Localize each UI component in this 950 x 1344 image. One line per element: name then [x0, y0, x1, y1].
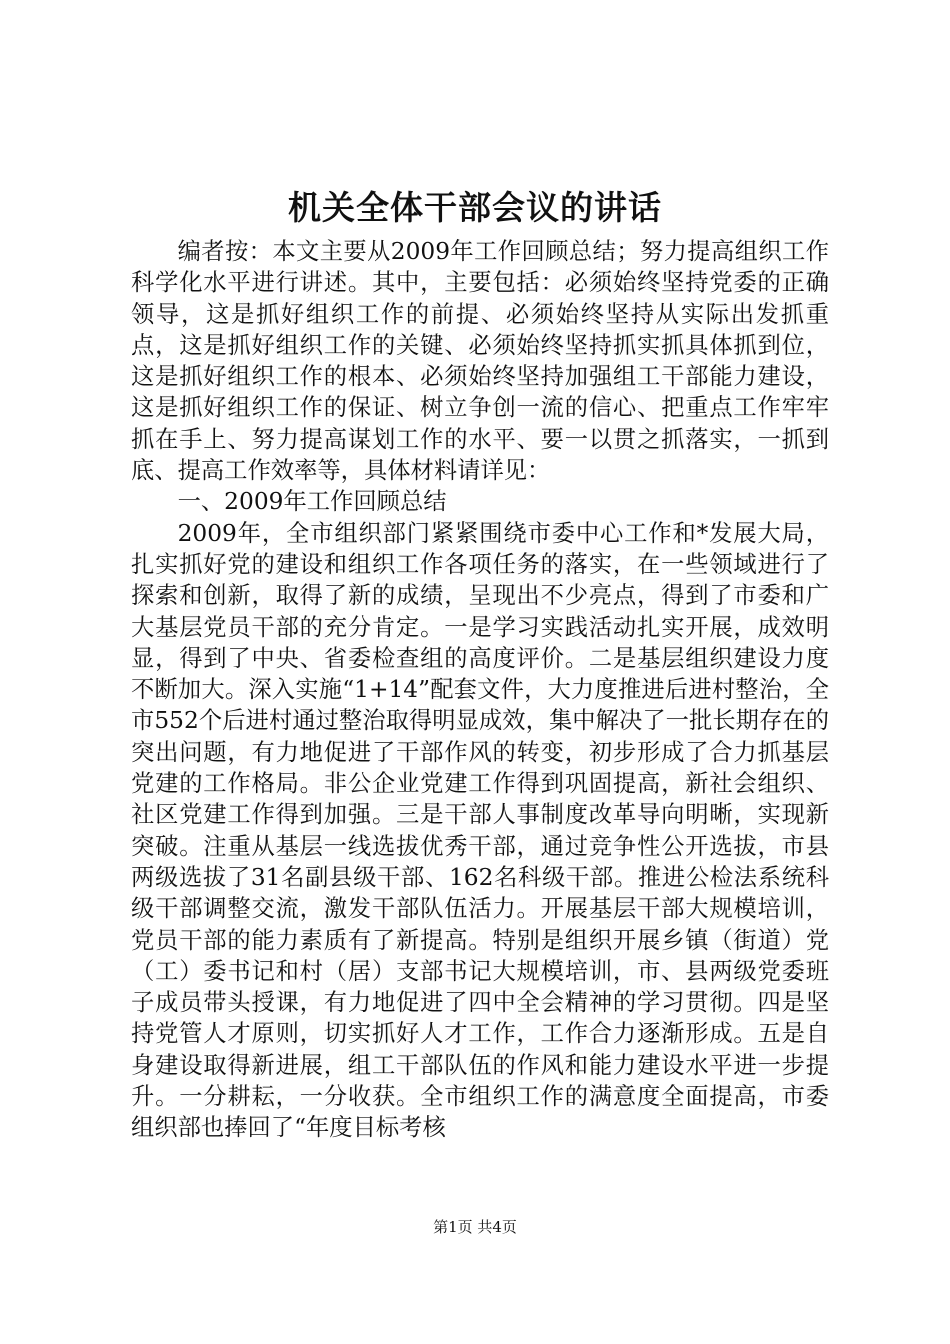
page-number-footer: 第1页 共4页 [433, 1218, 517, 1236]
body-paragraph: 2009年，全市组织部门紧紧围绕市委中心工作和*发展大局，扎实抓好党的建设和组织工作各项任务的落实，在一些领域进行了探索和创新，取得了新的成绩，呈现出不少亮点，得到了市委和广大基层党员干部的充分肯定。一是学习实践活动扎实开展，成效明显，得到了中央、省委检查组的高度评价。二是基层组织建设力度不断加大。深入实施“1+14”配套文件，大力度推进后进村整治，全市552个后进村通过整治取得明显成效，集中解决了一批长期存在的突出问题，有力地促进了干部作风的转变，初步形成了合力抓基层党建的工作格局。非公企业党建工作得到巩固提高，新社会组织、社区党建工作得到加强。三是干部人事制度改革导向明晰，实现新突破。注重从基层一线选拔优秀干部，通过竞争性公开选拔，市县两级选拔了31名副县级干部、162名科级干部。推进公检法系统科级干部调整交流，激发干部队伍活力。开展基层干部大规模培训，党员干部的能力素质有了新提高。特别是组织开展乡镇（街道）党（工）委书记和村（居）支部书记大规模培训，市、县两级党委班子成员带头授课，有力地促进了四中全会精神的学习贯彻。四是坚持党管人才原则，切实抓好人才工作，工作合力逐渐形成。五是自身建设取得新进展，组工干部队伍的作风和能力建设水平进一步提升。一分耕耘，一分收获。全市组织工作的满意度全面提高，市委组织部也捧回了“年度目标考核 [131, 519, 829, 1142]
document-title: 机关全体干部会议的讲话 [288, 188, 662, 227]
document-body [131, 236, 829, 1144]
editor-note-paragraph: 编者按：本文主要从2009年工作回顾总结；努力提高组织工作科学化水平进行讲述。其中，主要包括：必须始终坚持党委的正确领导，这是抓好组织工作的前提、必须始终坚持从实际出发抓重点，这是抓好组织工作的关键、必须始终坚持抓实抓具体抓到位，这是抓好组织工作的根本、必须始终坚持加强组工干部能力建设，这是抓好组织工作的保证、树立争创一流的信心、把重点工作牢牢抓在手上、努力提高谋划工作的水平、要一以贯之抓落实，一抓到底、提高工作效率等，具体材料请详见： [131, 238, 829, 485]
section-heading: 一、2009年工作回顾总结 [177, 488, 447, 516]
